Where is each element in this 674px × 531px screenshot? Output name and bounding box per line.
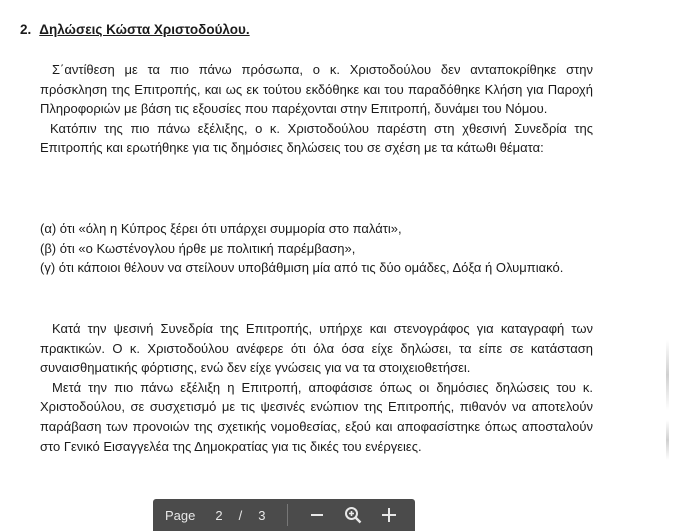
list-item: (γ) ότι κάποιοι θέλουν να στείλουν υποβάθμιση μία από τις δύο ομάδες, Δόξα ή Ολυμπιακό. — [40, 260, 564, 276]
toolbar-divider — [287, 504, 288, 526]
zoom-in-button[interactable] — [376, 502, 402, 528]
page-separator: / — [238, 507, 243, 523]
section-heading — [20, 22, 250, 37]
list-item: (α) ότι «όλη η Κύπρος ξέρει ότι υπάρχει συμμορία στο παλάτι», — [40, 221, 402, 236]
page-toolbar — [153, 499, 415, 531]
plus-icon — [381, 507, 397, 523]
paragraph: Κατόπιν της πιο πάνω εξέλιξης, ο κ. Χριστοδούλου παρέστη στη χθεσινή Συνεδρία της Επιτροπής και ερωτήθηκε για τις δημόσιες δηλώσεις του σε σχέση με τα κάτωθι θέματα: — [40, 120, 593, 156]
zoom-out-button[interactable] — [304, 502, 330, 528]
statement-list — [40, 219, 593, 278]
paragraph: Σ΄αντίθεση με τα πιο πάνω πρόσωπα, ο κ. Χριστοδούλου δεν ανταποκρίθηκε στην πρόσκληση της Επιτροπής, και ως εκ τούτου εκδόθηκε και του παραδόθηκε Κλήση για Παροχή Πληροφοριών με βάση τις εξουσίες που παρέχονται στην Επιτροπή, δυνάμει του Νόμου. — [40, 62, 593, 117]
section-number: 2. — [20, 22, 32, 37]
page-label: Page — [165, 507, 196, 523]
intro-paragraphs — [40, 60, 593, 158]
total-pages: 3 — [258, 507, 266, 523]
minus-icon — [310, 508, 324, 522]
list-item: (β) ότι «ο Κωστένογλου ήρθε με πολιτική παρέμβαση», — [40, 240, 356, 256]
closing-paragraphs — [40, 319, 593, 456]
zoom-icon — [344, 506, 362, 524]
scan-edge-mark — [666, 340, 669, 410]
current-page-input[interactable]: 2 — [215, 507, 223, 523]
section-title: Δηλώσεις Κώστα Χριστοδούλου. — [39, 22, 250, 37]
paragraph: Κατά την ψεσινή Συνεδρία της Επιτροπής, υπήρχε και στενογράφος για καταγραφή των πρακτικών. Ο κ. Χριστοδούλου ανέφερε ότι όλα όσα είχε δηλώσει, τα είπε σε κατάσταση συναισθηματικής φόρτισης, ενώ δεν είχε γνώσεις για να τα στοιχειοθετήσει. — [40, 321, 593, 376]
zoom-button[interactable] — [340, 502, 366, 528]
paragraph: Μετά την πιο πάνω εξέλιξη η Επιτροπή, αποφάσισε όπως οι δημόσιες δηλώσεις του κ. Χριστοδούλου, σε συσχετισμό με τις ψεσινές ενώπιον της Επιτροπής, πιθανόν να αποτελούν παράβαση των προνοιών της σχετικής νομοθεσίας, εξού και αποφασίστηκε όπως αποσταλούν στο Γενικό Εισαγγελέα της Δημοκρατίας για τις δικές του ενέργειες. — [40, 379, 593, 454]
scan-edge-mark — [666, 420, 669, 460]
